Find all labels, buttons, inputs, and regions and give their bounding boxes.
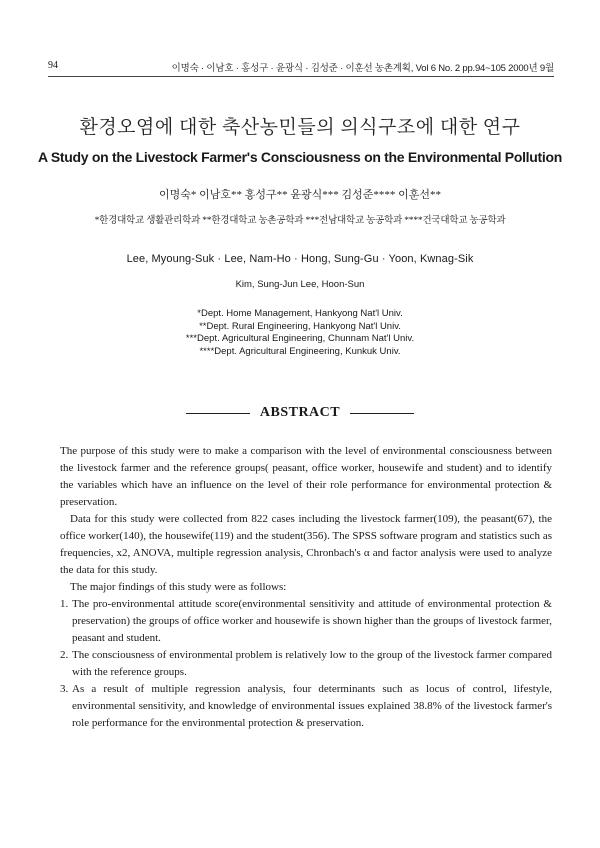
authors-korean: 이명숙* 이남호** 홍성구** 윤광식*** 김성준**** 이훈선**: [158, 189, 442, 201]
affiliation-english: ****Dept. Agricultural Engineering, Kunkuk Univ.: [199, 345, 401, 357]
finding-text: The consciousness of environmental problem is relatively low to the group of the livestock farmer compared with the reference groups.: [72, 649, 552, 678]
finding-text: As a result of multiple regression analysis, four determinants such as locus of control, lifestyle, environmental sensitivity, and knowledge of environmental issues explained 38.8% of the livestock farmer's role performance for the environmental protection & preservation.: [72, 683, 552, 729]
abstract-paragraph: The major findings of this study were as follows:: [70, 581, 287, 593]
finding-number: 3.: [60, 683, 69, 695]
finding-number: 2.: [60, 649, 69, 661]
abstract-heading: [0, 405, 600, 421]
header-rule: [48, 76, 554, 77]
affiliation-english: *Dept. Home Management, Hankyong Nat'l Univ.: [197, 308, 403, 319]
authors-english-line2: Kim, Sung-Jun Lee, Hoon-Sun: [235, 279, 365, 290]
finding-text: The pro-environmental attitude score(environmental sensitivity and attitude of environmental protection & preservation) the groups of office worker and housewife is shown higher than the groups of livestock farmer, peasant and student.: [72, 598, 552, 644]
affiliation-english: ***Dept. Agricultural Engineering, Chunnam Nat'l Univ.: [185, 333, 415, 344]
abstract-paragraph: The purpose of this study were to make a comparison with the level of environmental consciousness between the livestock farmer and the reference groups( peasant, office worker, housewife and student) and to identify the variables which have an influence on the level of their role performance for environmental protection & preservation.: [60, 445, 552, 508]
affiliations-korean: *한경대학교 생활관리학과 **한경대학교 농촌공학과 ***전남대학교 농공학과 ****건국대학교 농공학과: [94, 216, 506, 226]
finding-item: [60, 596, 552, 647]
title-korean: 환경오염에 대한 축산농민들의 의식구조에 대한 연구: [79, 117, 521, 138]
running-header: 이명숙 · 이남호 · 홍성구 · 윤광식 · 김성준 · 이훈선 농촌계획, Vol 6 No. 2 pp.94~105 2000년 9월: [171, 63, 554, 74]
findings-list: [60, 596, 552, 732]
abstract-body: [60, 443, 552, 732]
affiliation-english: **Dept. Rural Engineering, Hankyong Nat'l Univ.: [199, 320, 401, 332]
page-number: 94: [48, 60, 58, 71]
finding-item: [60, 681, 552, 732]
authors-english: Lee, Myoung-Suk · Lee, Nam-Ho · Hong, Sung-Gu · Yoon, Kwnag-Sik: [126, 253, 474, 265]
abstract-rule-left: [186, 413, 250, 414]
title-english: A Study on the Livestock Farmer's Consciousness on the Environmental Pollution: [38, 149, 562, 165]
affiliations-english: [0, 308, 600, 358]
abstract-rule-right: [350, 413, 414, 414]
finding-number: 1.: [60, 598, 69, 610]
abstract-heading-label: ABSTRACT: [259, 405, 341, 420]
abstract-paragraph: Data for this study were collected from 822 cases including the livestock farmer(109), the peasant(67), the office worker(140), the housewife(119) and the student(356). The SPSS software program and statistics such as frequencies, x2, ANOVA, multiple regression analysis, Chronbach's α and factor analysis were used to analyze the data for this study.: [60, 513, 552, 576]
finding-item: [60, 647, 552, 681]
